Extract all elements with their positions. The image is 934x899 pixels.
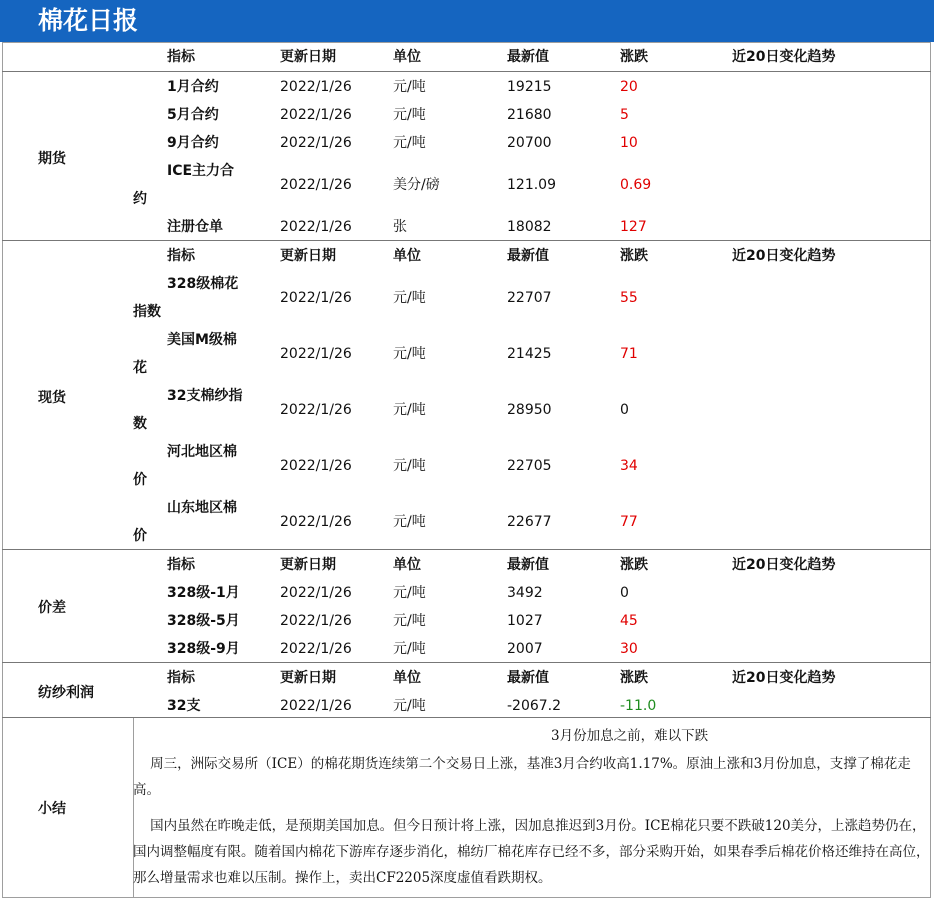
table-row — [0, 635, 934, 663]
title-banner — [0, 0, 934, 42]
row-date: 2022/1/26 — [280, 177, 352, 193]
header-unit: 单位 — [393, 248, 421, 264]
row-date: 2022/1/26 — [280, 290, 352, 306]
row-unit: 元/吨 — [393, 514, 426, 530]
row-value: 22707 — [507, 290, 552, 306]
table-row — [0, 73, 934, 101]
header-indicator: 指标 — [167, 248, 195, 264]
row-unit: 元/吨 — [393, 641, 426, 657]
row-name-tail: 数 — [133, 416, 147, 432]
row-value: 22677 — [507, 514, 552, 530]
row-name: 32支棉纱指 — [167, 388, 243, 404]
row-change: 0 — [620, 402, 629, 418]
row-name: ICE主力合 — [167, 163, 235, 179]
row-name: 美国M级棉 — [167, 332, 237, 348]
header-change: 涨跌 — [620, 248, 648, 264]
row-name-tail: 花 — [133, 360, 147, 376]
row-change: 0.69 — [620, 177, 652, 193]
header-latest: 最新值 — [507, 49, 549, 65]
header-trend: 近20日变化趋势 — [732, 670, 836, 686]
header-date: 更新日期 — [280, 557, 336, 573]
row-unit: 元/吨 — [393, 290, 426, 306]
row-name: 328级-1月 — [167, 585, 240, 601]
row-value: 18082 — [507, 219, 552, 235]
table-row — [0, 284, 934, 312]
row-date: 2022/1/26 — [280, 458, 352, 474]
summary-paragraph-1: 周三，洲际交易所（ICE）的棉花期货连续第二个交易日上涨，基准3月合约收高1.17%。原油上涨和3月份加息，支撑了棉花走高。 — [133, 756, 911, 798]
row-name-tail: 约 — [133, 191, 147, 207]
table-row — [0, 129, 934, 157]
table-row — [0, 452, 934, 480]
row-change: 20 — [620, 79, 638, 95]
header-latest: 最新值 — [507, 670, 549, 686]
row-date: 2022/1/26 — [280, 219, 352, 235]
row-change: 127 — [620, 219, 647, 235]
row-unit: 张 — [393, 219, 407, 235]
row-unit: 元/吨 — [393, 458, 426, 474]
header-date: 更新日期 — [280, 248, 336, 264]
table-row — [0, 579, 934, 607]
section-label-spread: 价差 — [38, 600, 66, 616]
row-name: 328级棉花 — [167, 276, 239, 292]
row-change: 77 — [620, 514, 638, 530]
row-value: 121.09 — [507, 177, 556, 193]
header-unit: 单位 — [393, 670, 421, 686]
row-change: 0 — [620, 585, 629, 601]
row-date: 2022/1/26 — [280, 514, 352, 530]
row-date: 2022/1/26 — [280, 698, 352, 714]
summary-paragraph-2: 国内虽然在昨晚走低，是预期美国加息。但今日预计将上涨，因加息推迟到3月份。ICE棉花只要不跌破120美分，上涨趋势仍在，国内调整幅度有限。随着国内棉花下游库存逐步消化，棉纺厂棉花库存已经不多，部分采购开始，如果春季后棉花价格还维持在高位，那么增量需求也难以压制。操作上，卖出CF2205深度虚值看跌期权。 — [133, 818, 930, 886]
header-latest: 最新值 — [507, 557, 549, 573]
row-change: 55 — [620, 290, 638, 306]
row-unit: 元/吨 — [393, 402, 426, 418]
row-value: 1027 — [507, 613, 543, 629]
row-unit: 美分/磅 — [393, 177, 440, 193]
row-change: 5 — [620, 107, 629, 123]
spot-header-row — [0, 242, 934, 270]
header-trend: 近20日变化趋势 — [732, 49, 836, 65]
section-label-futures: 期货 — [38, 151, 66, 167]
row-unit: 元/吨 — [393, 79, 426, 95]
divider — [2, 71, 931, 72]
row-change: -11.0 — [620, 698, 657, 714]
row-value: 21425 — [507, 346, 552, 362]
spread-header-row — [0, 551, 934, 579]
row-name: 5月合约 — [167, 107, 219, 123]
row-date: 2022/1/26 — [280, 585, 352, 601]
summary-title: 3月份加息之前，难以下跌 — [551, 728, 709, 744]
section-label-profit: 纺纱利润 — [38, 685, 94, 701]
header-indicator: 指标 — [167, 49, 195, 65]
section-label-spot: 现货 — [38, 390, 66, 406]
table-row — [0, 101, 934, 129]
header-indicator: 指标 — [167, 670, 195, 686]
row-value: 22705 — [507, 458, 552, 474]
table-row — [0, 508, 934, 536]
header-unit: 单位 — [393, 557, 421, 573]
header-latest: 最新值 — [507, 248, 549, 264]
row-value: 3492 — [507, 585, 543, 601]
futures-header-row — [0, 43, 934, 71]
row-name: 9月合约 — [167, 135, 219, 151]
table-row — [0, 692, 934, 720]
table-row — [0, 213, 934, 241]
row-name: 32支 — [167, 698, 201, 714]
header-date: 更新日期 — [280, 49, 336, 65]
row-value: 21680 — [507, 107, 552, 123]
row-change: 71 — [620, 346, 638, 362]
row-unit: 元/吨 — [393, 346, 426, 362]
header-change: 涨跌 — [620, 557, 648, 573]
row-name: 1月合约 — [167, 79, 219, 95]
row-value: 20700 — [507, 135, 552, 151]
page-title: 棉花日报 — [38, 6, 139, 35]
row-name-tail: 价 — [133, 472, 147, 488]
row-name: 328级-5月 — [167, 613, 240, 629]
row-name: 328级-9月 — [167, 641, 240, 657]
header-trend: 近20日变化趋势 — [732, 557, 836, 573]
row-value: 28950 — [507, 402, 552, 418]
header-change: 涨跌 — [620, 49, 648, 65]
row-unit: 元/吨 — [393, 585, 426, 601]
row-name: 山东地区棉 — [167, 500, 237, 516]
row-unit: 元/吨 — [393, 613, 426, 629]
row-value: -2067.2 — [507, 698, 562, 714]
row-unit: 元/吨 — [393, 135, 426, 151]
row-name: 注册仓单 — [167, 219, 223, 235]
row-date: 2022/1/26 — [280, 613, 352, 629]
header-change: 涨跌 — [620, 670, 648, 686]
row-change: 30 — [620, 641, 638, 657]
row-name-tail: 价 — [133, 528, 147, 544]
table-row — [0, 340, 934, 368]
row-change: 45 — [620, 613, 638, 629]
header-trend: 近20日变化趋势 — [732, 248, 836, 264]
row-date: 2022/1/26 — [280, 135, 352, 151]
section-label-summary: 小结 — [38, 801, 66, 817]
table-row — [0, 607, 934, 635]
row-change: 34 — [620, 458, 638, 474]
row-name-tail: 指数 — [133, 304, 161, 320]
table-row — [0, 171, 934, 199]
row-value: 2007 — [507, 641, 543, 657]
row-date: 2022/1/26 — [280, 402, 352, 418]
row-unit: 元/吨 — [393, 698, 426, 714]
row-name: 河北地区棉 — [167, 444, 237, 460]
header-unit: 单位 — [393, 49, 421, 65]
header-date: 更新日期 — [280, 670, 336, 686]
profit-header-row — [0, 664, 934, 692]
row-change: 10 — [620, 135, 638, 151]
row-date: 2022/1/26 — [280, 107, 352, 123]
row-value: 19215 — [507, 79, 552, 95]
row-date: 2022/1/26 — [280, 79, 352, 95]
table-row — [0, 396, 934, 424]
row-date: 2022/1/26 — [280, 346, 352, 362]
row-unit: 元/吨 — [393, 107, 426, 123]
header-indicator: 指标 — [167, 557, 195, 573]
row-date: 2022/1/26 — [280, 641, 352, 657]
